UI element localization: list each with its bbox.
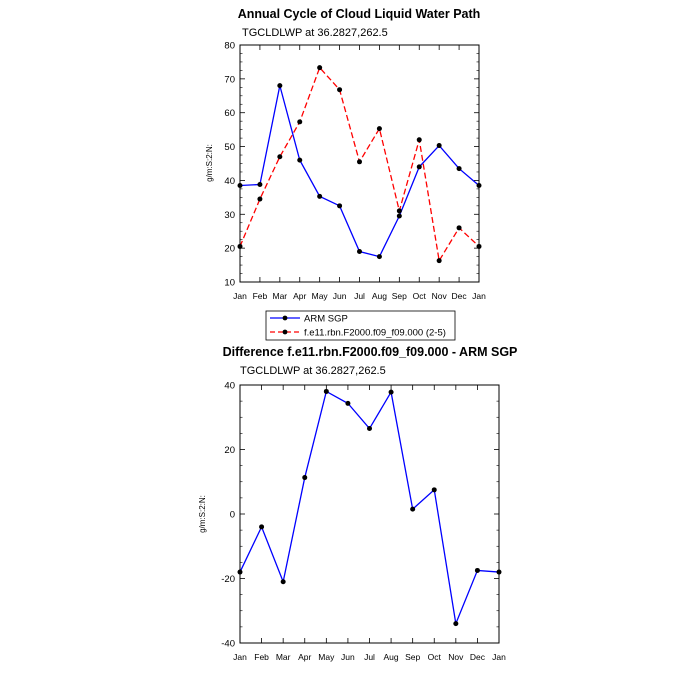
chart-title: Difference f.e11.rbn.F2000.f09_f09.000 - ARM SGP [222,345,518,359]
legend-marker-model [283,330,288,335]
data-point [281,579,286,584]
legend [266,311,455,340]
data-point [397,208,402,213]
x-tick-label: Mar [272,291,288,301]
data-point [377,126,382,131]
data-point [389,390,394,395]
y-tick-label: 70 [224,74,235,86]
y-tick-label: 50 [224,142,235,154]
x-tick-label: Feb [252,291,268,301]
x-tick-label: Jan [233,291,247,301]
data-point [437,143,442,148]
annual-cycle-chart [205,7,486,301]
y-tick-label: 10 [224,277,235,289]
x-tick-label: Jan [492,652,506,662]
x-tick-label: Sep [405,652,421,662]
x-tick-label: Oct [412,291,426,301]
y-tick-label: 40 [224,380,235,392]
x-tick-label: Jun [341,652,355,662]
data-point [257,182,262,187]
data-point [410,507,415,512]
x-tick-label: Apr [298,652,312,662]
data-point [317,65,322,70]
data-point [324,389,329,394]
data-point [367,426,372,431]
data-point [337,203,342,208]
data-point [302,475,307,480]
x-tick-label: Dec [469,652,485,662]
data-point [377,254,382,259]
x-tick-label: Sep [391,291,407,301]
data-point [453,621,458,626]
y-tick-label: -20 [221,574,235,585]
axis-ticks [224,41,486,302]
x-tick-label: Apr [293,291,307,301]
chart-subtitle: TGCLDLWP at 36.2827,262.5 [240,365,386,377]
x-tick-label: May [318,652,335,662]
data-point [457,166,462,171]
x-tick-label: Jul [354,291,365,301]
data-point [397,213,402,218]
x-tick-label: Nov [448,652,464,662]
y-tick-label: 20 [224,445,235,456]
plot-frame [240,385,499,643]
y-tick-label: 30 [224,209,235,221]
x-tick-label: Dec [451,291,467,301]
x-tick-label: Jun [332,291,347,301]
series-line [240,86,479,257]
x-tick-label: Jul [364,652,375,662]
data-point [277,154,282,159]
x-tick-label: Jan [472,291,486,301]
data-point [357,249,362,254]
x-tick-label: Jan [233,652,247,662]
data-point [277,83,282,88]
data-point [259,524,264,529]
data-point [297,119,302,124]
data-point [417,137,422,142]
data-point [457,225,462,230]
data-point [257,197,262,202]
y-tick-label: 0 [229,509,235,521]
x-tick-label: May [311,291,328,301]
plot-marks [238,65,482,263]
data-point [417,164,422,169]
difference-chart [198,345,517,662]
legend-label-model: f.e11.rbn.F2000.f09_f09.000 (2-5) [304,327,446,339]
y-axis-label: g/m:S:2:N: [205,144,214,182]
data-point [297,158,302,163]
data-point [317,194,322,199]
x-tick-label: Aug [371,291,387,301]
y-axis-label: g/m:S:2:N: [198,495,207,533]
data-point [337,87,342,92]
data-point [437,258,442,263]
data-point [475,568,480,573]
y-tick-label: 80 [224,40,235,52]
data-point [357,159,362,164]
data-point [432,487,437,492]
x-tick-label: Oct [427,652,441,662]
plot-marks [238,389,502,626]
legend-marker-arm-sgp [283,316,288,321]
data-point [345,401,350,406]
x-tick-label: Feb [254,652,269,662]
y-tick-label: 60 [224,108,235,120]
y-tick-label: 20 [224,243,235,255]
chart-title: Annual Cycle of Cloud Liquid Water Path [237,7,481,21]
x-tick-label: Aug [383,652,399,662]
x-tick-label: Mar [275,652,291,662]
y-tick-label: -40 [221,638,235,650]
x-tick-label: Nov [431,291,447,301]
legend-label-arm-sgp: ARM SGP [304,313,348,325]
chart-subtitle: TGCLDLWP at 36.2827,262.5 [242,27,388,39]
y-tick-label: 40 [224,175,235,187]
